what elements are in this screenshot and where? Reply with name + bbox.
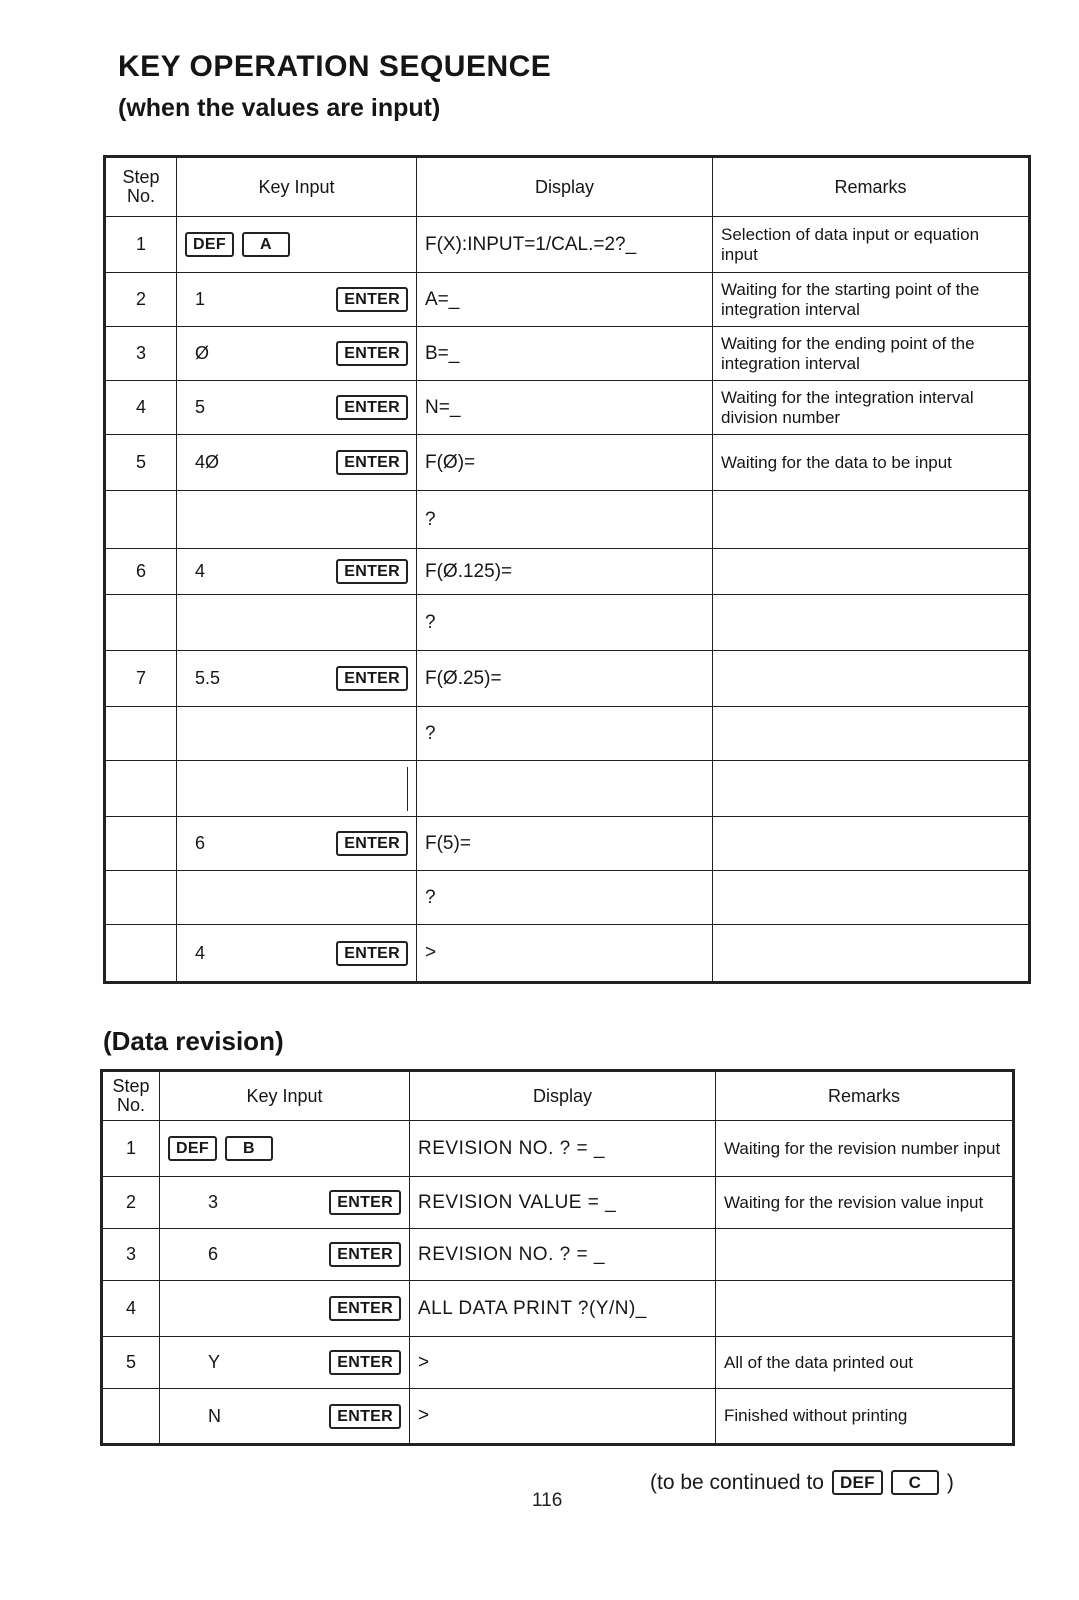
key-input-cell bbox=[160, 1177, 410, 1229]
step-number: 1 bbox=[105, 217, 177, 273]
key-input-cell bbox=[177, 381, 417, 435]
display-header: Display bbox=[417, 157, 713, 217]
step-number bbox=[105, 761, 177, 817]
key-input-cell bbox=[177, 327, 417, 381]
remark-text bbox=[713, 925, 1030, 983]
table-row bbox=[102, 1229, 1014, 1281]
display-output: > bbox=[417, 925, 713, 983]
table-row bbox=[105, 435, 1030, 491]
table-row bbox=[102, 1177, 1014, 1229]
remarks-header: Remarks bbox=[713, 157, 1030, 217]
enter-key: ENTER bbox=[329, 1404, 401, 1429]
remark-text bbox=[713, 871, 1030, 925]
page-number: 116 bbox=[532, 1490, 563, 1511]
table-row bbox=[102, 1121, 1014, 1177]
key-input-cell bbox=[177, 925, 417, 983]
section-subtitle: (when the values are input) bbox=[118, 94, 441, 122]
key-input-group bbox=[185, 559, 408, 584]
step-number: 3 bbox=[102, 1229, 160, 1281]
key-input-cell bbox=[160, 1229, 410, 1281]
def-key: DEF bbox=[168, 1136, 217, 1161]
key-input-group bbox=[185, 232, 408, 257]
remark-text: Finished without printing bbox=[716, 1389, 1014, 1445]
step-number: 7 bbox=[105, 651, 177, 707]
enter-key: ENTER bbox=[329, 1296, 401, 1321]
c-key: C bbox=[891, 1470, 939, 1495]
enter-key: ENTER bbox=[329, 1350, 401, 1375]
remark-text: Waiting for the revision value input bbox=[716, 1177, 1014, 1229]
table-row bbox=[102, 1389, 1014, 1445]
table-header bbox=[105, 157, 1030, 217]
table-row bbox=[105, 327, 1030, 381]
key-input-cell bbox=[177, 217, 417, 273]
display-output: ? bbox=[417, 595, 713, 651]
key-sequence-table bbox=[103, 155, 1031, 984]
key-input-cell bbox=[177, 651, 417, 707]
key-input-cell bbox=[177, 549, 417, 595]
key-value: Y bbox=[208, 1352, 221, 1372]
remark-text bbox=[713, 761, 1030, 817]
key-combo bbox=[185, 232, 290, 257]
step-number: 5 bbox=[105, 435, 177, 491]
enter-key: ENTER bbox=[329, 1242, 401, 1267]
table-row bbox=[105, 925, 1030, 983]
display-output: N=_ bbox=[417, 381, 713, 435]
step-number bbox=[105, 925, 177, 983]
key-input-cell bbox=[177, 273, 417, 327]
step-number: 1 bbox=[102, 1121, 160, 1177]
key-value: 4 bbox=[195, 942, 206, 963]
table-row bbox=[105, 549, 1030, 595]
key-input-group bbox=[185, 395, 408, 420]
display-output bbox=[417, 761, 713, 817]
key-input-group bbox=[168, 1242, 401, 1267]
a-key: A bbox=[242, 232, 290, 257]
key-value: N bbox=[208, 1405, 221, 1426]
data-revision-table bbox=[100, 1069, 1015, 1446]
step-number bbox=[102, 1389, 160, 1445]
remark-text bbox=[716, 1281, 1014, 1337]
key-input-cell bbox=[177, 707, 417, 761]
remark-text: Selection of data input or equation input bbox=[713, 217, 1030, 273]
key-input-cell bbox=[177, 491, 417, 549]
display-output: A=_ bbox=[417, 273, 713, 327]
display-output: ALL DATA PRINT ?(Y/N)_ bbox=[410, 1281, 716, 1337]
step-number: 2 bbox=[105, 273, 177, 327]
display-output: REVISION NO. ? = _ bbox=[410, 1229, 716, 1281]
step-number: 6 bbox=[105, 549, 177, 595]
remark-text bbox=[716, 1229, 1014, 1281]
enter-key: ENTER bbox=[336, 559, 408, 584]
remark-text bbox=[713, 549, 1030, 595]
enter-key: ENTER bbox=[336, 831, 408, 856]
key-value: 3 bbox=[208, 1192, 219, 1212]
table-row bbox=[105, 381, 1030, 435]
key-value: 5.5 bbox=[195, 668, 221, 688]
display-output: F(Ø.125)= bbox=[417, 549, 713, 595]
display-output: ? bbox=[417, 707, 713, 761]
step-number: 2 bbox=[102, 1177, 160, 1229]
display-output: REVISION NO. ? = _ bbox=[410, 1121, 716, 1177]
key-input-cell bbox=[177, 435, 417, 491]
display-output: > bbox=[410, 1337, 716, 1389]
key-input-group bbox=[185, 831, 408, 856]
key-value: 6 bbox=[195, 833, 206, 853]
remark-text: Waiting for the starting point of the integration interval bbox=[713, 273, 1030, 327]
key-input-cell bbox=[160, 1337, 410, 1389]
remark-text: Waiting for the data to be input bbox=[713, 435, 1030, 491]
continuation-prefix: (to be continued to bbox=[650, 1470, 824, 1494]
key-value: 5 bbox=[195, 397, 206, 417]
continuation-suffix: ) bbox=[946, 1470, 954, 1494]
step-header: Step No. bbox=[105, 157, 177, 217]
table-row bbox=[105, 761, 1030, 817]
remark-text bbox=[713, 651, 1030, 707]
display-output: ? bbox=[417, 871, 713, 925]
data-revision-heading: (Data revision) bbox=[103, 1026, 284, 1056]
display-header: Display bbox=[410, 1071, 716, 1121]
table-row bbox=[105, 217, 1030, 273]
enter-key: ENTER bbox=[336, 395, 408, 420]
key-input-cell bbox=[177, 761, 417, 817]
key-input-cell bbox=[160, 1281, 410, 1337]
key-value: 4Ø bbox=[195, 452, 220, 472]
key-value: 1 bbox=[195, 289, 206, 309]
remark-text bbox=[713, 707, 1030, 761]
key-input-cell bbox=[160, 1121, 410, 1177]
enter-key: ENTER bbox=[336, 450, 408, 475]
step-number: 4 bbox=[105, 381, 177, 435]
enter-key: ENTER bbox=[336, 666, 408, 691]
enter-key: ENTER bbox=[336, 941, 408, 966]
remark-text: Waiting for the revision number input bbox=[716, 1121, 1014, 1177]
key-input-group bbox=[185, 666, 408, 691]
enter-key: ENTER bbox=[329, 1190, 401, 1215]
key-input-group bbox=[185, 941, 408, 966]
display-output: > bbox=[410, 1389, 716, 1445]
display-output: F(X):INPUT=1/CAL.=2?_ bbox=[417, 217, 713, 273]
key-input-header: Key Input bbox=[160, 1071, 410, 1121]
continuation-note bbox=[650, 1470, 954, 1495]
key-input-group bbox=[185, 767, 408, 811]
remark-text: Waiting for the integration interval division number bbox=[713, 381, 1030, 435]
table-row bbox=[105, 651, 1030, 707]
step-header: Step No. bbox=[102, 1071, 160, 1121]
step-number bbox=[105, 595, 177, 651]
enter-key: ENTER bbox=[336, 287, 408, 312]
page-title: KEY OPERATION SEQUENCE bbox=[118, 50, 552, 83]
enter-key: ENTER bbox=[336, 341, 408, 366]
def-key: DEF bbox=[832, 1470, 883, 1495]
step-number: 3 bbox=[105, 327, 177, 381]
table-row bbox=[105, 817, 1030, 871]
key-input-group bbox=[185, 341, 408, 366]
remark-text bbox=[713, 817, 1030, 871]
display-output: F(5)= bbox=[417, 817, 713, 871]
table-row bbox=[102, 1281, 1014, 1337]
key-input-cell bbox=[177, 871, 417, 925]
table-row bbox=[105, 871, 1030, 925]
key-input-group bbox=[185, 450, 408, 475]
step-number bbox=[105, 707, 177, 761]
step-number bbox=[105, 491, 177, 549]
def-key: DEF bbox=[185, 232, 234, 257]
step-number bbox=[105, 871, 177, 925]
table-row bbox=[105, 595, 1030, 651]
table-row bbox=[105, 707, 1030, 761]
key-value: 6 bbox=[208, 1244, 219, 1264]
key-combo bbox=[168, 1136, 273, 1161]
key-input-group bbox=[168, 1404, 401, 1429]
key-input-group bbox=[168, 1350, 401, 1375]
remark-text bbox=[713, 595, 1030, 651]
key-input-group bbox=[168, 1296, 401, 1321]
table-row bbox=[102, 1337, 1014, 1389]
table-row bbox=[105, 491, 1030, 549]
display-output: F(Ø)= bbox=[417, 435, 713, 491]
table-header bbox=[102, 1071, 1014, 1121]
key-input-header: Key Input bbox=[177, 157, 417, 217]
remark-text: All of the data printed out bbox=[716, 1337, 1014, 1389]
display-output: F(Ø.25)= bbox=[417, 651, 713, 707]
key-input-group bbox=[168, 1136, 401, 1161]
step-number: 5 bbox=[102, 1337, 160, 1389]
key-input-group bbox=[168, 1190, 401, 1215]
display-output: ? bbox=[417, 491, 713, 549]
b-key: B bbox=[225, 1136, 273, 1161]
display-output: B=_ bbox=[417, 327, 713, 381]
display-output: REVISION VALUE = _ bbox=[410, 1177, 716, 1229]
step-number bbox=[105, 817, 177, 871]
key-input-cell bbox=[177, 817, 417, 871]
key-input-cell bbox=[160, 1389, 410, 1445]
step-number: 4 bbox=[102, 1281, 160, 1337]
key-input-group bbox=[185, 287, 408, 312]
remarks-header: Remarks bbox=[716, 1071, 1014, 1121]
key-value: Ø bbox=[195, 343, 210, 363]
table-row bbox=[105, 273, 1030, 327]
remark-text: Waiting for the ending point of the integration interval bbox=[713, 327, 1030, 381]
continuation-line bbox=[407, 767, 409, 811]
remark-text bbox=[713, 491, 1030, 549]
key-value: 4 bbox=[195, 561, 206, 581]
key-input-cell bbox=[177, 595, 417, 651]
